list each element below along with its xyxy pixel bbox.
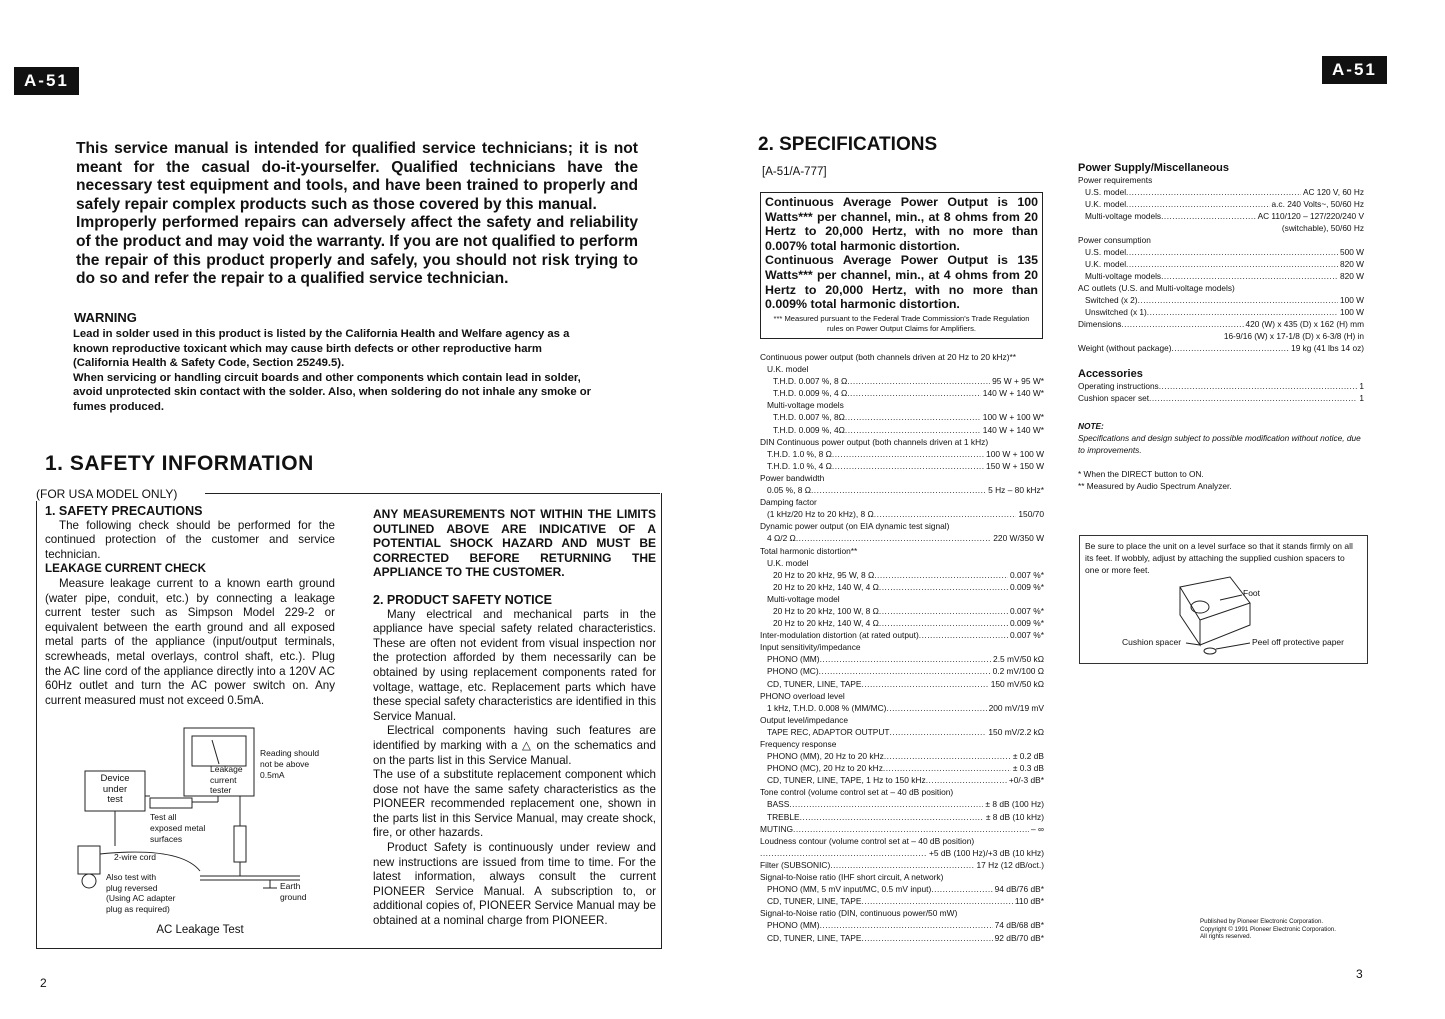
spec-row	[760, 895, 1044, 907]
spec-label: Weight (without package)	[1078, 343, 1172, 353]
spec-row	[1078, 342, 1364, 354]
spec-value: 5 Hz – 80 kHz*	[988, 485, 1044, 496]
spec-label: Output level/impedance	[760, 714, 848, 725]
spec-row	[1078, 380, 1364, 392]
footnote-1: * When the DIRECT button to ON.	[1078, 469, 1204, 479]
spec-label: Power consumption	[1078, 235, 1151, 245]
spec-row	[1078, 234, 1364, 246]
note-title: NOTE:	[1078, 421, 1104, 431]
foot-label: Foot	[1243, 588, 1261, 598]
spec-value: 2.5 mV/50 kΩ	[993, 654, 1044, 665]
dot-leader	[1171, 342, 1289, 354]
spec-value: 16-9/16 (W) x 17-1/8 (D) x 6-3/8 (H) in	[1223, 331, 1364, 341]
spec-row	[1078, 306, 1364, 318]
spec-label: U.K. model	[767, 557, 809, 568]
spec-row	[760, 399, 1044, 411]
spec-value: 500 W	[1340, 247, 1364, 257]
dot-leader	[879, 617, 1008, 629]
spec-row	[760, 847, 1044, 859]
spec-label: CD, TUNER, LINE, TAPE	[767, 932, 862, 943]
spec-value: 1	[1359, 381, 1364, 391]
spec-row	[760, 690, 1044, 702]
spec-value: 220 W/350 W	[993, 533, 1044, 544]
spec-value: 94 dB/76 dB*	[994, 884, 1044, 895]
spec-label: CD, TUNER, LINE, TAPE, 1 Hz to 150 kHz	[767, 775, 926, 786]
publisher-line-3: All rights reserved.	[1200, 933, 1252, 941]
spec-row	[760, 387, 1044, 399]
spec-value: ± 8 dB (100 Hz)	[985, 799, 1044, 810]
spec-label: TAPE REC, ADAPTOR OUTPUT	[767, 726, 890, 737]
dot-leader	[819, 665, 991, 677]
spec-value: 110 dB*	[1014, 896, 1044, 907]
precautions-text: The following check should be performed for the continued protection of the customer and service technician.	[45, 518, 335, 561]
spec-label: T.H.D. 0.009 %, 4Ω	[773, 424, 845, 435]
spec-row	[760, 484, 1044, 496]
spec-row	[760, 569, 1044, 581]
dot-leader	[811, 484, 986, 496]
spec-label: 1 kHz, T.H.D. 0.008 % (MM/MC)	[767, 702, 887, 713]
dot-leader	[832, 448, 984, 460]
spec-row	[760, 545, 1044, 557]
spec-row	[760, 678, 1044, 690]
spec-label: MUTING	[760, 823, 794, 834]
spec-row	[760, 436, 1044, 448]
spec-label: Power bandwidth	[760, 472, 825, 483]
spec-value: 150/70	[1018, 509, 1044, 520]
spec-value: 1	[1359, 393, 1364, 403]
spec-value: 0.009 %*	[1010, 618, 1044, 629]
dot-leader	[1147, 306, 1338, 318]
dot-leader	[861, 932, 992, 944]
spec-row	[760, 581, 1044, 593]
notice-column	[373, 507, 656, 929]
dot-leader	[886, 702, 986, 714]
dot-leader	[874, 508, 1017, 520]
spec-row	[760, 871, 1044, 883]
dot-leader	[793, 823, 1029, 835]
warning-text-2: When servicing or handling circuit boards and other components which contain lead in solder, avoid unprotected skin contact with the solder. Also, when soldering do not inhale any smoke or fumes produced.	[73, 371, 592, 413]
spec-label: Power requirements	[1078, 175, 1153, 185]
dot-leader	[874, 569, 1008, 581]
cushion-label: Cushion spacer	[1122, 637, 1182, 647]
spec-list	[760, 351, 1044, 944]
spec-label: Multi-voltage models	[1085, 271, 1162, 281]
spec-row	[760, 750, 1044, 762]
dot-leader	[760, 847, 927, 859]
spec-label: Dynamic power output (on EIA dynamic test signal)	[760, 521, 950, 532]
spec-row	[760, 617, 1044, 629]
intro-paragraph	[76, 140, 638, 289]
precautions-column	[45, 504, 335, 708]
dot-leader	[789, 798, 983, 810]
dot-leader	[1126, 186, 1301, 198]
tester-label: Leakage current tester	[210, 764, 243, 795]
spec-row	[1078, 210, 1364, 222]
warning-text-1: Lead in solder used in this product is listed by the California Health and Welfare agency as a known reproductive toxicant which may cause birth defects or other reproductive harm (California Health & Safety Code, Section 25249.5).	[73, 328, 570, 370]
spec-row	[760, 738, 1044, 750]
dot-leader	[1149, 392, 1357, 404]
model-tag-left: A-51	[14, 67, 79, 95]
spec-row	[760, 496, 1044, 508]
dot-leader	[861, 895, 1012, 907]
spec-label: AC outlets (U.S. and Multi-voltage models)	[1078, 283, 1235, 293]
spec-row	[760, 448, 1044, 460]
leakage-title: LEAKAGE CURRENT CHECK	[45, 562, 207, 576]
dot-leader	[890, 726, 987, 738]
dot-leader	[1161, 210, 1255, 222]
spec-value: 140 W + 140 W*	[982, 388, 1044, 399]
dot-leader	[1159, 380, 1358, 392]
dot-leader	[832, 460, 984, 472]
spec-value: 150 W + 150 W	[986, 460, 1044, 471]
spec-value: ± 0.3 dB	[1012, 763, 1044, 774]
spec-label: U.K. model	[1085, 259, 1127, 269]
spec-label: Damping factor	[760, 497, 817, 508]
spec-row	[760, 835, 1044, 847]
spec-row	[760, 665, 1044, 677]
spec-value: 820 W	[1340, 259, 1364, 269]
specifications-title: 2. SPECIFICATIONS	[758, 134, 938, 155]
spec-row	[760, 919, 1044, 931]
spec-label: (1 kHz/20 Hz to 20 kHz), 8 Ω	[767, 509, 874, 520]
dot-leader	[879, 605, 1008, 617]
spec-label: 20 Hz to 20 kHz, 140 W, 4 Ω	[773, 618, 879, 629]
spec-label: U.K. model	[1085, 199, 1127, 209]
power-supply-title: Power Supply/Miscellaneous	[1078, 162, 1229, 174]
spec-row	[760, 823, 1044, 835]
page-number-left: 2	[40, 976, 47, 990]
spec-value: 150 mV/50 kΩ	[990, 678, 1044, 689]
spec-label: Multi-voltage models	[767, 400, 844, 411]
spec-value: 0.007 %*	[1010, 569, 1044, 580]
spec-label: T.H.D. 0.009 %, 4 Ω	[773, 388, 848, 399]
notice-text-4: Product Safety is continuously under review and new instructions are issued from time to time. For the latest information, always consult the current PIONEER Service Manual. A subscription to, or additional copies of, PIONEER Service Manual may be obtained at a nominal charge from PIONEER.	[373, 841, 656, 928]
dot-leader	[926, 774, 1007, 786]
spec-label: Total harmonic distortion**	[760, 545, 858, 556]
page-number-right: 3	[1356, 967, 1363, 981]
spec-label: 0.05 %, 8 Ω	[767, 485, 811, 496]
accessories-title: Accessories	[1078, 368, 1143, 380]
spec-row	[760, 532, 1044, 544]
warning-title: WARNING	[74, 310, 137, 325]
ac-leakage-diagram	[70, 726, 340, 946]
spec-row	[760, 593, 1044, 605]
spec-row	[760, 811, 1044, 823]
earth-label: Earth ground	[280, 881, 307, 902]
intro-text-2: Improperly performed repairs can adversely affect the safety and reliability of the product and may void the warranty. If you are not qualified to perform the repair of this product properly and safely, you should not risk trying to do so and refer the repair to a qualified service technician.	[76, 214, 639, 288]
dot-leader	[845, 411, 981, 423]
safety-section-title: 1. SAFETY INFORMATION	[45, 452, 314, 475]
device-label: Device under test	[100, 774, 130, 805]
spec-label: Inter-modulation distortion (at rated output)	[760, 630, 919, 641]
spec-row	[760, 508, 1044, 520]
precautions-title: 1. SAFETY PRECAUTIONS	[45, 504, 203, 518]
spec-label: Operating instructions	[1078, 381, 1159, 391]
warning-text	[73, 327, 593, 415]
spec-label: Dimensions	[1078, 319, 1122, 329]
spec-row	[760, 351, 1044, 363]
spec-label: Unswitched (x 1)	[1085, 307, 1147, 317]
dot-leader	[931, 883, 992, 895]
spec-row	[760, 363, 1044, 375]
spec-row	[760, 702, 1044, 714]
dot-leader	[800, 811, 984, 823]
spec-value: 74 dB/68 dB*	[994, 920, 1044, 931]
spec-row	[1078, 198, 1364, 210]
spec-row	[760, 424, 1044, 436]
spec-value: 100 W + 100 W*	[982, 412, 1044, 423]
accessories-list	[1078, 380, 1364, 404]
spec-label: Filter (SUBSONIC)	[760, 859, 831, 870]
leakage-text: Measure leakage current to a known earth ground (water pipe, conduit, etc.) by connecting a leakage current tester such as Simpson Model 229-2 or equivalent between the earth ground and all exposed metal parts of the appliance (input/output terminals, screwheads, metal overlays, control shaft, etc.). Plug the AC line cord of the appliance directly into a 120V AC 60Hz outlet and turn the AC power switch on. Any current measured must not exceed 0.5mA.	[45, 576, 335, 707]
spec-label: T.H.D. 0.007 %, 8 Ω	[773, 376, 848, 387]
spec-row	[760, 472, 1044, 484]
diagram-caption: AC Leakage Test	[156, 924, 244, 936]
power-output-text-1: Continuous Average Power Output is 100 Watts*** per channel, min., at 8 ohms from 20 Hertz to 20,000 Hertz, with no more than 0.007% total harmonic distortion.	[765, 195, 1038, 253]
spec-row	[760, 411, 1044, 423]
dot-leader	[861, 678, 988, 690]
spec-row	[1078, 294, 1364, 306]
spec-value: 150 mV/2.2 kΩ	[988, 726, 1044, 737]
spec-value: 17 Hz (12 dB/oct.)	[976, 859, 1044, 870]
spec-row	[760, 762, 1044, 774]
power-list	[1078, 174, 1364, 354]
spec-value: 19 kg (41 lbs 14 oz)	[1291, 343, 1364, 353]
spec-value: 92 dB/70 dB*	[994, 932, 1044, 943]
spec-value: 0.007 %*	[1010, 605, 1044, 616]
spec-label: T.H.D. 1.0 %, 4 Ω	[767, 460, 832, 471]
spec-value: 200 mV/19 mV	[988, 702, 1044, 713]
spec-label: Multi-voltage models	[1085, 211, 1162, 221]
dot-leader	[883, 762, 1011, 774]
dot-leader	[845, 424, 981, 436]
spec-row	[1078, 330, 1364, 342]
test-all-label: Test all exposed metal surfaces	[150, 812, 206, 844]
spec-row	[760, 641, 1044, 653]
spec-label: 20 Hz to 20 kHz, 95 W, 8 Ω	[773, 569, 875, 580]
spec-label: T.H.D. 0.007 %, 8Ω	[773, 412, 845, 423]
spec-value: 100 W	[1340, 295, 1364, 305]
spec-label: PHONO (MM)	[767, 920, 820, 931]
usa-label: (FOR USA MODEL ONLY)	[36, 487, 178, 501]
spec-label: U.K. model	[767, 364, 809, 375]
spec-label: Cushion spacer set	[1078, 393, 1150, 403]
spec-row	[1078, 270, 1364, 282]
spec-label: 20 Hz to 20 kHz, 140 W, 4 Ω	[773, 581, 879, 592]
spec-label: T.H.D. 1.0 %, 8 Ω	[767, 448, 832, 459]
spec-row	[760, 714, 1044, 726]
spec-row	[1078, 258, 1364, 270]
spec-label: PHONO overload level	[760, 690, 845, 701]
spec-value: AC 110/120 – 127/220/240 V	[1257, 211, 1364, 221]
dot-leader	[1161, 270, 1338, 282]
note-text: Specifications and design subject to possible modification without notice, due to improvements.	[1078, 433, 1361, 455]
spec-value: 95 W + 95 W*	[992, 376, 1044, 387]
dot-leader	[1126, 246, 1338, 258]
spec-value: (switchable), 50/60 Hz	[1281, 223, 1364, 233]
spec-row	[760, 520, 1044, 532]
spec-row	[1078, 174, 1364, 186]
spec-label: CD, TUNER, LINE, TAPE	[767, 896, 862, 907]
spec-row	[1078, 222, 1364, 234]
power-output-footnote: *** Measured pursuant to the Federal Trade Commission's Trade Regulation rules on Power Output Claims for Amplifiers.	[773, 313, 1030, 333]
footnote-2: ** Measured by Audio Spectrum Analyzer.	[1078, 481, 1232, 491]
spec-label: Signal-to-Noise ratio (DIN, continuous power/50 mW)	[760, 908, 958, 919]
spec-value: +5 dB (100 Hz)/+3 dB (10 kHz)	[929, 847, 1044, 858]
dot-leader	[796, 532, 991, 544]
spec-label: Frequency response	[760, 739, 837, 749]
spec-row	[760, 629, 1044, 641]
spec-row	[760, 774, 1044, 786]
spec-value: 0.2 mV/100 Ω	[992, 666, 1044, 677]
spec-label: CD, TUNER, LINE, TAPE	[767, 678, 862, 689]
spec-value: ± 8 dB (10 kHz)	[985, 811, 1044, 822]
spec-row	[760, 907, 1044, 919]
spec-label: Tone control (volume control set at – 40 dB position)	[760, 787, 954, 798]
spec-row	[1078, 186, 1364, 198]
dot-leader	[1138, 294, 1338, 306]
spec-row	[760, 375, 1044, 387]
spec-label: 20 Hz to 20 kHz, 100 W, 8 Ω	[773, 605, 879, 616]
spec-value: 420 (W) x 435 (D) x 162 (H) mm	[1245, 319, 1364, 329]
spec-value: AC 120 V, 60 Hz	[1302, 187, 1364, 197]
model-tag-right: A-51	[1322, 56, 1387, 84]
spec-row	[760, 653, 1044, 665]
spec-label: TREBLE	[767, 811, 800, 822]
spec-label: Switched (x 2)	[1085, 295, 1138, 305]
spec-label: BASS	[767, 799, 790, 810]
spec-row	[760, 883, 1044, 895]
power-output-box	[760, 192, 1043, 339]
dot-leader	[820, 919, 993, 931]
spec-row	[760, 859, 1044, 871]
spec-row	[1078, 392, 1364, 404]
cord-label: 2-wire cord	[114, 852, 157, 862]
spec-row	[760, 605, 1044, 617]
spec-label: PHONO (MM, 5 mV input/MC, 0.5 mV input)	[767, 884, 932, 895]
spec-row	[1078, 246, 1364, 258]
dot-leader	[830, 859, 974, 871]
spec-label: PHONO (MM), 20 Hz to 20 kHz	[767, 751, 884, 762]
reading-label: Reading should not be above 0.5mA	[260, 748, 320, 780]
cushion-figure-text: Be sure to place the unit on a level surface so that it stands firmly on all its feet. If wobbly, adjust by attaching the supplied cushion spacers to one or more feet.	[1085, 541, 1353, 575]
spec-label: PHONO (MM)	[767, 654, 820, 665]
spec-value: 100 W + 100 W	[986, 448, 1044, 459]
notice-text-3: The use of a substitute replacement component which dose not have the same safety characteristics as the PIONEER recommended replacement one, shown in the parts list in this Service Manual, may create shock, fire, or other hazards.	[373, 768, 656, 840]
also-test-label: Also test with plug reversed (Using AC adapter plug as required)	[106, 872, 176, 914]
publisher-line-2: Copyright © 1991 Pioneer Electronic Corporation.	[1200, 925, 1336, 933]
spec-label: Signal-to-Noise ratio (IHF short circuit, A network)	[760, 872, 944, 883]
publisher-line-1: Published by Pioneer Electronic Corporation.	[1200, 918, 1324, 925]
spec-label: 4 Ω/2 Ω	[767, 533, 796, 544]
power-output-text-2: Continuous Average Power Output is 135 Watts*** per channel, min., at 4 ohms from 20 Hertz to 20,000 Hertz, with no more than 0.009% total harmonic distortion.	[765, 253, 1038, 312]
dot-leader	[879, 581, 1008, 593]
dot-leader	[884, 750, 1011, 762]
peel-label: Peel off protective paper	[1252, 637, 1344, 647]
spec-label: U.S. model	[1085, 247, 1127, 257]
spec-value: 820 W	[1340, 271, 1364, 281]
usa-box-top-rule	[205, 493, 660, 494]
power-supply-section	[1078, 162, 1364, 492]
spec-row	[760, 557, 1044, 569]
cushion-spacer-figure	[1100, 575, 1360, 660]
spec-row	[760, 726, 1044, 738]
spec-value: ± 0.2 dB	[1012, 751, 1044, 762]
dot-leader	[847, 375, 990, 387]
caps-warning: ANY MEASUREMENTS NOT WITHIN THE LIMITS OUTLINED ABOVE ARE INDICATIVE OF A POTENTIAL SHOCK HAZARD AND MUST BE CORRECTED BEFORE RETURNING THE APPLIANCE TO THE CUSTOMER.	[373, 507, 656, 580]
spec-row	[1078, 318, 1364, 330]
dot-leader	[1126, 258, 1338, 270]
spec-value: – ∞	[1031, 823, 1044, 834]
notice-text-2: Electrical components having such features are identified by marking with a △ on the schematics and on the parts list in this Service Manual.	[373, 724, 656, 767]
dot-leader	[1126, 198, 1269, 210]
spec-value: +0/-3 dB*	[1008, 775, 1044, 786]
model-list: [A-51/A-777]	[762, 166, 827, 178]
spec-label: Continuous power output (both channels driven at 20 Hz to 20 kHz)**	[760, 352, 1017, 362]
spec-row	[1078, 282, 1364, 294]
dot-leader	[847, 387, 981, 399]
spec-label: PHONO (MC)	[767, 666, 819, 677]
spec-value: 0.009 %*	[1010, 581, 1044, 592]
dot-leader	[919, 629, 1008, 641]
spec-value: 0.007 %*	[1010, 630, 1044, 641]
notice-text-1: Many electrical and mechanical parts in the appliance have special safety related characteristics. These are often not evident from visual inspection nor the protection afforded by them necessarily can be obtained by using replacement components rated for voltage, wattage, etc. Replacement parts which have these special safety characteristics are identified in this Service Manual.	[373, 607, 656, 723]
spec-row	[760, 798, 1044, 810]
publisher-info	[1200, 918, 1336, 941]
dot-leader	[820, 653, 991, 665]
notice-title: 2. PRODUCT SAFETY NOTICE	[373, 592, 552, 607]
dot-leader	[1121, 318, 1243, 330]
spec-label: Loudness contour (volume control set at – 40 dB position)	[760, 835, 975, 846]
spec-row	[760, 932, 1044, 944]
spec-value: 140 W + 140 W*	[982, 424, 1044, 435]
intro-text-1: This service manual is intended for qualified service technicians; it is not meant for the casual do-it-yourselfer. Qualified technicians have the necessary test equipment and tools, and have been trained to properly and safely repair complex products such as those covered by this manual.	[76, 140, 638, 213]
spec-value: a.c. 240 Volts~, 50/60 Hz	[1271, 199, 1364, 209]
spec-label: Input sensitivity/impedance	[760, 642, 861, 653]
spec-label: Multi-voltage model	[767, 593, 840, 604]
spec-row	[760, 460, 1044, 472]
spec-label: U.S. model	[1085, 187, 1127, 197]
spec-label: DIN Continuous power output (both channels driven at 1 kHz)	[760, 436, 989, 447]
spec-value: 100 W	[1340, 307, 1364, 317]
spec-row	[760, 786, 1044, 798]
spec-label: PHONO (MC), 20 Hz to 20 kHz	[767, 763, 883, 774]
